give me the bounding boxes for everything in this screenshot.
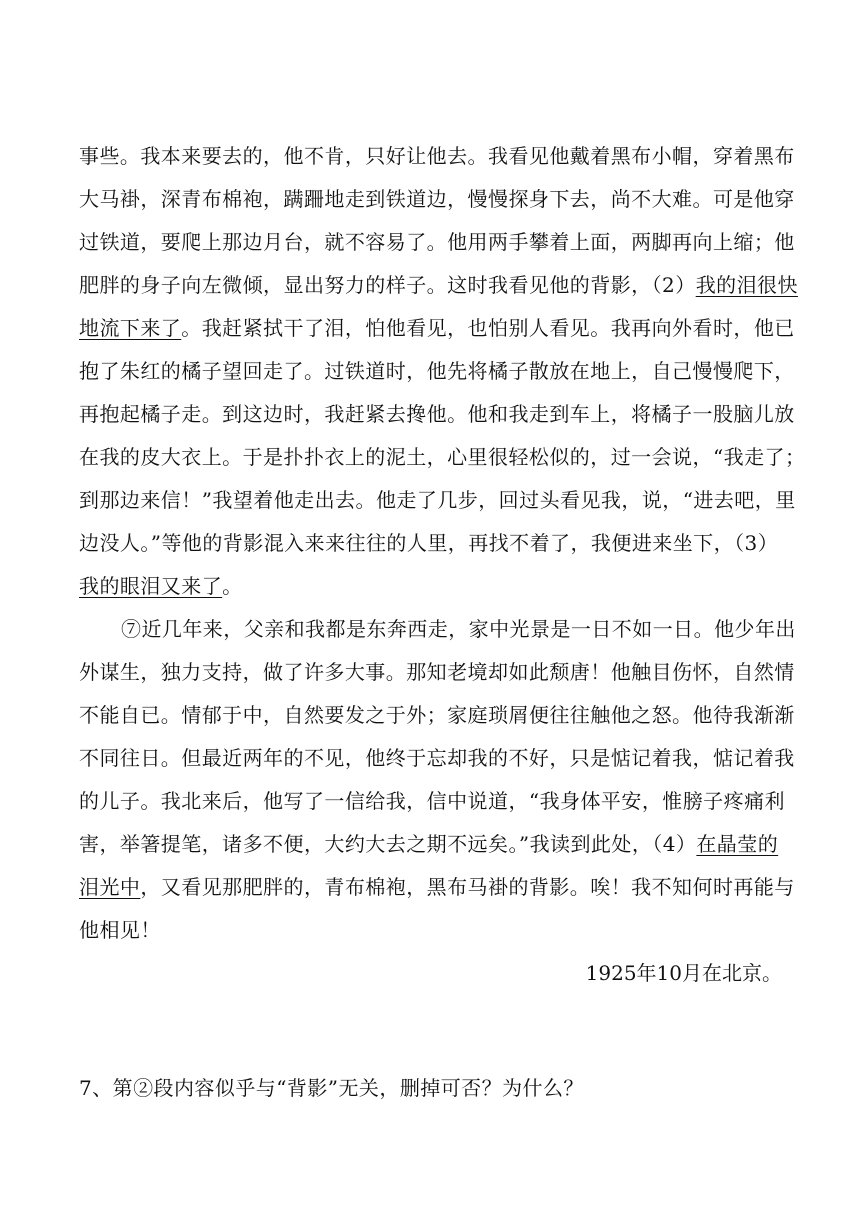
question-7: 7、第②段内容似乎与“背影”无关，删掉可否？为什么？: [79, 1076, 584, 1100]
underlined-phrase-2: 我的泪很快: [695, 273, 798, 297]
p7-line-5: 的儿子。我北来后，他写了一信给我，信中说道，“我身体平安，惟膀子疼痛利: [79, 789, 785, 813]
p6-line-1: 事些。我本来要去的，他不肯，只好让他去。我看见他戴着黑布小帽，穿着黑布: [79, 144, 795, 168]
p6-line-11: 我的眼泪又来了。: [79, 574, 243, 598]
p7-line-8: 他相见！: [79, 918, 161, 942]
p7-line-3: 不能自已。情郁于中，自然要发之于外；家庭琐屑便往往触他之怒。他待我渐渐: [79, 703, 795, 727]
p7-line-2: 外谋生，独力支持，做了许多大事。那知老境却如此颓唐！他触目伤怀，自然情: [79, 660, 795, 684]
underlined-phrase-2-cont: 地流下来了: [79, 316, 182, 340]
p7-line-7: 泪光中，又看见那肥胖的，青布棉袍，黑布马褂的背影。唉！我不知何时再能与: [79, 875, 795, 899]
p7-line-1: ⑦近几年来，父亲和我都是东奔西走，家中光景是一日不如一日。他少年出: [121, 617, 796, 641]
p7-line-4: 不同往日。但最近两年的不见，他终于忘却我的不好，只是惦记着我，惦记着我: [79, 746, 795, 770]
underlined-phrase-3: 我的眼泪又来了: [79, 574, 223, 598]
p6-line-6: 抱了朱红的橘子望回走了。过铁道时，他先将橘子散放在地上，自己慢慢爬下，: [79, 359, 795, 383]
p6-line-10: 边没人。”等他的背影混入来来往往的人里，再找不着了，我便进来坐下，（3）: [79, 531, 779, 555]
p6-line-8: 在我的皮大衣上。于是扑扑衣上的泥土，心里很轻松似的，过一会说，“我走了；: [79, 445, 806, 469]
p6-line-4: 肥胖的身子向左微倾，显出努力的样子。这时我看见他的背影，（2）我的泪很快: [79, 273, 798, 297]
date-signature: 1925年10月在北京。: [585, 961, 782, 985]
p6-line-2: 大马褂，深青布棉袍，蹒跚地走到铁道边，慢慢探身下去，尚不大难。可是他穿: [79, 187, 795, 211]
p6-line-7: 再抱起橘子走。到这边时，我赶紧去搀他。他和我走到车上，将橘子一股脑儿放: [79, 402, 795, 426]
p7-line-6: 害，举箸提笔，诸多不便，大约大去之期不远矣。”我读到此处，（4）在晶莹的: [79, 832, 779, 856]
underlined-phrase-4-cont: 泪光中: [79, 875, 141, 899]
p6-line-3: 过铁道，要爬上那边月台，就不容易了。他用两手攀着上面，两脚再向上缩；他: [79, 230, 795, 254]
underlined-phrase-4: 在晶莹的: [696, 832, 779, 856]
p6-line-9: 到那边来信！”我望着他走出去。他走了几步，回过头看见我，说，“进去吧，里: [79, 488, 796, 512]
p6-line-5: 地流下来了。我赶紧拭干了泪，怕他看见，也怕别人看见。我再向外看时，他已: [79, 316, 795, 340]
